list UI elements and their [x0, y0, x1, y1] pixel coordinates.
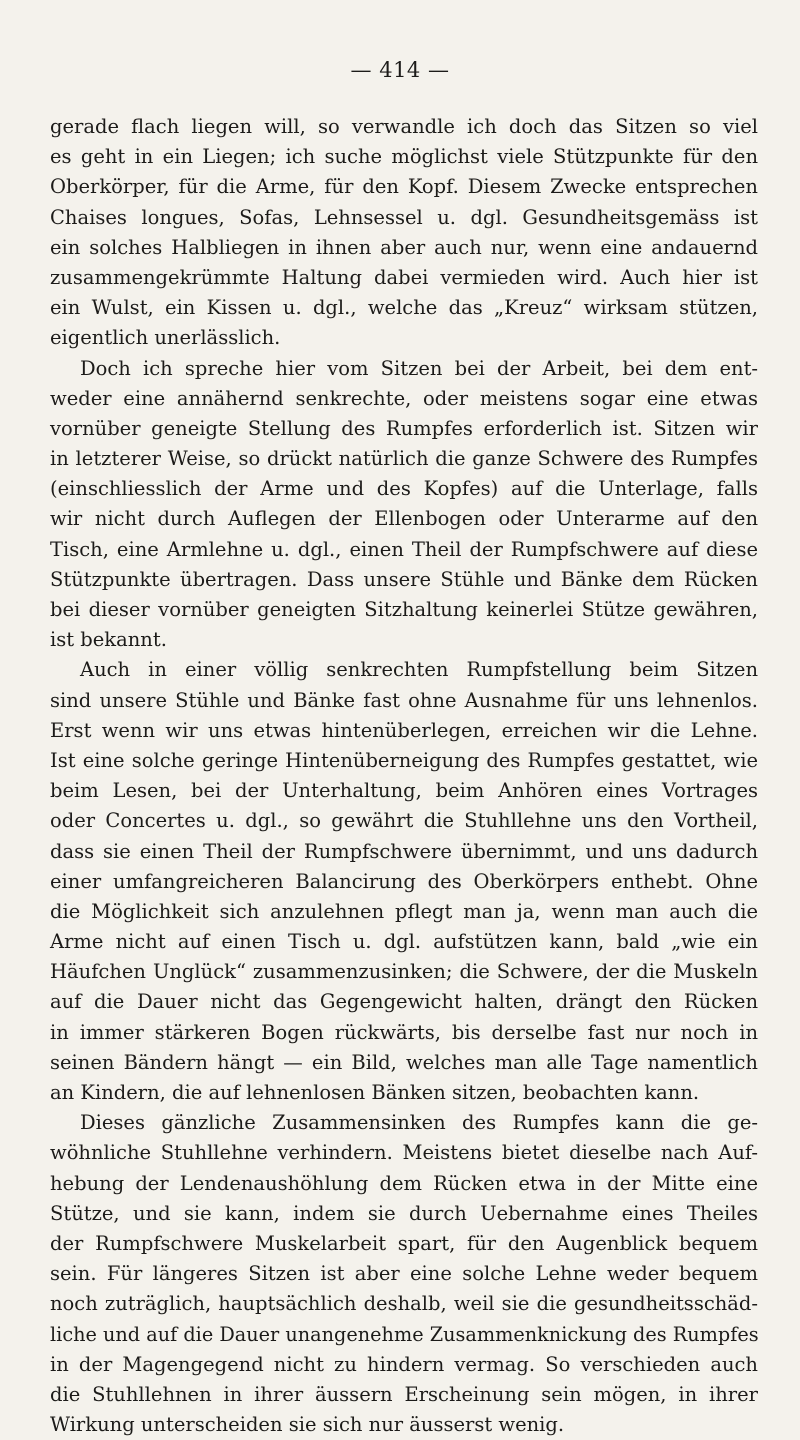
text-line: Dieses gänzliche Zusammensinken des Rumpfes kann die ge- — [80, 1111, 758, 1135]
text-line: beim Lesen, bei der Unterhaltung, beim Anhören eines Vortrages — [50, 779, 758, 803]
text-line: vornüber geneigte Stellung des Rumpfes erforderlich ist. Sitzen wir — [50, 416, 758, 440]
text-line: noch zuträglich, hauptsächlich deshalb, weil sie die gesundheitsschäd- — [50, 1292, 758, 1316]
text-line: in der Magengegend nicht zu hindern vermag. So verschieden auch — [50, 1352, 758, 1376]
text-line: gerade flach liegen will, so verwandle ich doch das Sitzen so viel — [50, 115, 758, 138]
text-line: es geht in ein Liegen; ich suche möglichst viele Stützpunkte für den — [50, 145, 758, 169]
page-number: — 414 — — [350, 58, 450, 82]
body-text — [50, 112, 758, 1440]
text-line: oder Concertes u. dgl., so gewährt die Stuhllehne uns den Vortheil, — [50, 809, 758, 833]
text-line: der Rumpfschwere Muskelarbeit spart, für den Augenblick bequem — [50, 1231, 758, 1255]
text-line: an Kindern, die auf lehnenlosen Bänken sitzen, beobachten kann. — [50, 1081, 700, 1104]
text-line: eigentlich unerlässlich. — [50, 326, 281, 350]
text-line: Oberkörper, für die Arme, für den Kopf. Diesem Zwecke entsprechen — [50, 175, 758, 199]
text-line: hebung der Lendenaushöhlung dem Rücken etwa in der Mitte eine — [50, 1171, 758, 1195]
text-line: dass sie einen Theil der Rumpfschwere übernimmt, und uns dadurch — [50, 839, 758, 863]
text-line: seinen Bändern hängt — ein Bild, welches man alle Tage namentlich — [50, 1050, 758, 1074]
text-line: Stütze, und sie kann, indem sie durch Uebernahme eines Theiles — [50, 1201, 758, 1225]
text-line: Chaises longues, Sofas, Lehnsessel u. dgl. Gesundheitsgemäss ist — [50, 205, 758, 229]
text-line: ein Wulst, ein Kissen u. dgl., welche das „Kreuz“ wirksam stützen, — [50, 296, 758, 320]
text-line: auf die Dauer nicht das Gegengewicht halten, drängt den Rücken — [50, 990, 758, 1014]
text-line: Doch ich spreche hier vom Sitzen bei der Arbeit, bei dem ent- — [80, 356, 758, 380]
text-line: die Stuhllehnen in ihrer äussern Erscheinung sein mögen, in ihrer — [50, 1382, 758, 1406]
text-line: Erst wenn wir uns etwas hintenüberlegen, erreichen wir die Lehne. — [50, 718, 758, 742]
text-line: zusammengekrümmte Haltung dabei vermieden wird. Auch hier ist — [50, 265, 758, 289]
text-line: in letzterer Weise, so drückt natürlich die ganze Schwere des Rumpfes — [50, 447, 758, 471]
text-line: Arme nicht auf einen Tisch u. dgl. aufstützen kann, bald „wie ein — [50, 930, 758, 954]
text-line: ist bekannt. — [50, 628, 167, 652]
text-line: sind unsere Stühle und Bänke fast ohne Ausnahme für uns lehnenlos. — [50, 688, 758, 712]
text-line: einer umfangreicheren Balancirung des Oberkörpers enthebt. Ohne — [50, 869, 758, 893]
text-line: sein. Für längeres Sitzen ist aber eine solche Lehne weder bequem — [50, 1262, 758, 1286]
text-line: weder eine annähernd senkrechte, oder meistens sogar eine etwas — [50, 386, 758, 410]
text-line: Ist eine solche geringe Hintenüberneigung des Rumpfes gestattet, wie — [50, 748, 758, 772]
text-line: Stützpunkte übertragen. Dass unsere Stühle und Bänke dem Rücken — [50, 567, 758, 591]
text-line: in immer stärkeren Bogen rückwärts, bis derselbe fast nur noch in — [50, 1020, 758, 1044]
text-line: Wirkung unterscheiden sie sich nur äusserst wenig. — [50, 1413, 565, 1437]
text-line: wöhnliche Stuhllehne verhindern. Meistens bietet dieselbe nach Auf- — [50, 1141, 758, 1165]
text-line: ein solches Halbliegen in ihnen aber auch nur, wenn eine andauernd — [50, 235, 758, 259]
text-line: Häufchen Unglück“ zusammenzusinken; die Schwere, der die Muskeln — [50, 960, 758, 984]
text-line: bei dieser vornüber geneigten Sitzhaltung keinerlei Stütze gewähren, — [50, 598, 758, 621]
text-line: (einschliesslich der Arme und des Kopfes) auf die Unterlage, falls — [50, 477, 758, 501]
text-line: Auch in einer völlig senkrechten Rumpfstellung beim Sitzen — [80, 658, 758, 682]
text-line: wir nicht durch Auflegen der Ellenbogen oder Unterarme auf den — [50, 507, 758, 531]
text-line: Tisch, eine Armlehne u. dgl., einen Theil der Rumpfschwere auf diese — [50, 537, 758, 561]
text-line: liche und auf die Dauer unangenehme Zusammenknickung des Rumpfes — [50, 1322, 759, 1346]
text-line: die Möglichkeit sich anzulehnen pflegt man ja, wenn man auch die — [50, 899, 758, 923]
